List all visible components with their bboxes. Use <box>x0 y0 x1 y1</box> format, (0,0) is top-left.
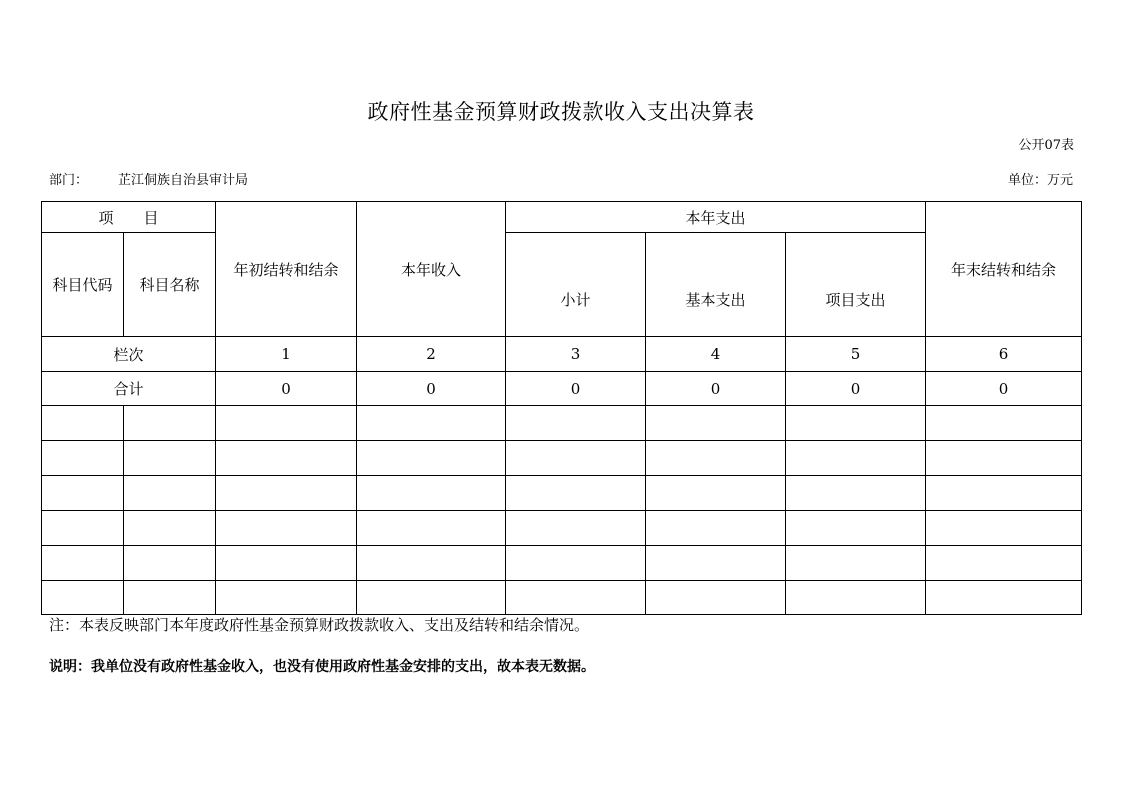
header-annual-expense: 本年支出 <box>506 202 926 233</box>
unit-label: 单位：万元 <box>1007 173 1073 188</box>
table-note: 注：本表反映部门本年度政府性基金预算财政拨款收入、支出及结转和结余情况。 <box>49 616 590 634</box>
total-row <box>42 372 1082 406</box>
column-number: 6 <box>926 337 1082 372</box>
column-number: 3 <box>506 337 646 372</box>
budget-table <box>41 201 1082 615</box>
form-number: 公开07表 <box>1018 138 1074 153</box>
header-item: 项 目 <box>42 202 216 233</box>
total-value: 0 <box>357 372 506 406</box>
empty-row <box>42 511 1082 546</box>
header-closing-balance: 年末结转和结余 <box>926 202 1082 337</box>
column-number: 1 <box>216 337 357 372</box>
total-value: 0 <box>786 372 926 406</box>
column-index-label: 栏次 <box>42 337 216 372</box>
total-label: 合计 <box>42 372 216 406</box>
empty-row <box>42 476 1082 511</box>
column-number: 2 <box>357 337 506 372</box>
page-title: 政府性基金预算财政拨款收入支出决算表 <box>367 100 755 124</box>
total-value: 0 <box>216 372 357 406</box>
empty-row <box>42 441 1082 476</box>
explanation-text: 说明：我单位没有政府性基金收入，也没有使用政府性基金安排的支出，故本表无数据。 <box>49 659 595 675</box>
header-basic-expense: 基本支出 <box>646 233 786 337</box>
header-opening-balance: 年初结转和结余 <box>216 202 357 337</box>
total-value: 0 <box>646 372 786 406</box>
department-name: 芷江侗族自治县审计局 <box>118 173 249 188</box>
total-value: 0 <box>926 372 1082 406</box>
empty-row <box>42 581 1082 615</box>
department-line <box>49 169 248 188</box>
header-subject-name: 科目名称 <box>124 233 216 337</box>
header-project-expense: 项目支出 <box>786 233 926 337</box>
header-subject-code: 科目代码 <box>42 233 124 337</box>
department-label: 部门： <box>49 173 89 188</box>
empty-row <box>42 406 1082 441</box>
column-number: 4 <box>646 337 786 372</box>
header-subtotal: 小计 <box>506 233 646 337</box>
header-annual-income: 本年收入 <box>357 202 506 337</box>
column-number: 5 <box>786 337 926 372</box>
empty-row <box>42 546 1082 581</box>
column-index-row <box>42 337 1082 372</box>
total-value: 0 <box>506 372 646 406</box>
